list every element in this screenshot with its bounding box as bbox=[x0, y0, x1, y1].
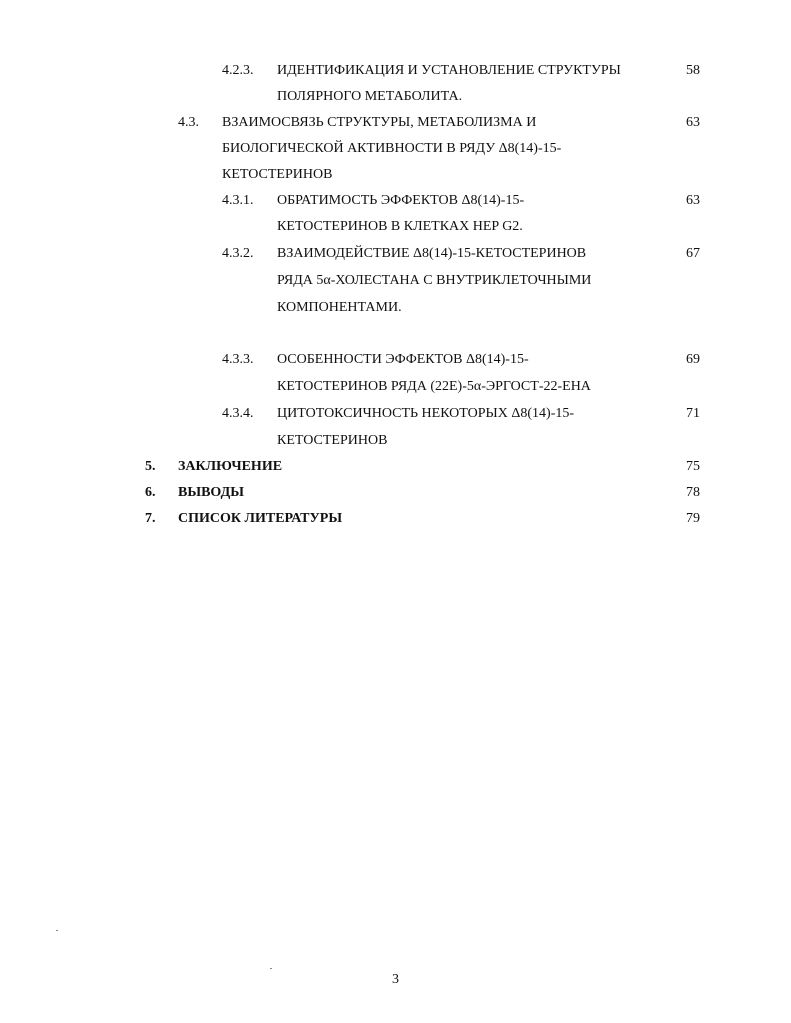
toc-entry-title: КЕТОСТЕРИНОВ РЯДА (22E)-5α-ЭРГОСТ-22-ЕНА bbox=[277, 379, 591, 394]
toc-entry-number: 4.3.1. bbox=[222, 193, 254, 208]
toc-chapter-number: 7. bbox=[145, 511, 156, 526]
toc-chapter-title: ВЫВОДЫ bbox=[178, 485, 244, 500]
toc-entry-page: 67 bbox=[686, 246, 700, 261]
toc-entry-title: БИОЛОГИЧЕСКОЙ АКТИВНОСТИ В РЯДУ Δ8(14)-15- bbox=[222, 141, 562, 156]
toc-entry-page: 75 bbox=[686, 459, 700, 474]
toc-entry-page: 69 bbox=[686, 352, 700, 367]
toc-entry-number: 4.3. bbox=[178, 115, 199, 130]
toc-entry-title: КЕТОСТЕРИНОВ bbox=[277, 433, 388, 448]
toc-entry-number: 4.2.3. bbox=[222, 63, 254, 78]
toc-entry-title: ВЗАИМОДЕЙСТВИЕ Δ8(14)-15-КЕТОСТЕРИНОВ bbox=[277, 246, 587, 261]
toc-entry-title: ИДЕНТИФИКАЦИЯ И УСТАНОВЛЕНИЕ СТРУКТУРЫ bbox=[277, 63, 621, 78]
toc-chapter-title: ЗАКЛЮЧЕНИЕ bbox=[178, 459, 283, 474]
toc-chapter-title: СПИСОК ЛИТЕРАТУРЫ bbox=[178, 511, 343, 526]
toc-entry-title: ПОЛЯРНОГО МЕТАБОЛИТА. bbox=[277, 89, 463, 104]
toc-entry-number: 4.3.2. bbox=[222, 246, 254, 261]
toc-entry-title: ВЗАИМОСВЯЗЬ СТРУКТУРЫ, МЕТАБОЛИЗМА И bbox=[222, 115, 537, 130]
toc-entry-title: РЯДА 5α-ХОЛЕСТАНА С ВНУТРИКЛЕТОЧНЫМИ bbox=[277, 273, 592, 288]
toc-entry-title: КЕТОСТЕРИНОВ bbox=[222, 167, 333, 182]
toc-entry-title: КЕТОСТЕРИНОВ В КЛЕТКАХ HEP G2. bbox=[277, 219, 523, 234]
page-number: 3 bbox=[392, 972, 399, 987]
toc-entry-number: 4.3.4. bbox=[222, 406, 254, 421]
toc-entry-page: 63 bbox=[686, 115, 700, 130]
toc-entry-title: КОМПОНЕНТАМИ. bbox=[277, 300, 402, 315]
toc-chapter-number: 5. bbox=[145, 459, 156, 474]
toc-entry-page: 71 bbox=[686, 406, 700, 421]
toc-entry-title: ЦИТОТОКСИЧНОСТЬ НЕКОТОРЫХ Δ8(14)-15- bbox=[277, 406, 575, 421]
toc-entry-page: 58 bbox=[686, 63, 700, 78]
toc-entry-title: ОСОБЕННОСТИ ЭФФЕКТОВ Δ8(14)-15- bbox=[277, 352, 529, 367]
scan-speck bbox=[56, 930, 58, 931]
toc-chapter-number: 6. bbox=[145, 485, 156, 500]
toc-entry-title: ОБРАТИМОСТЬ ЭФФЕКТОВ Δ8(14)-15- bbox=[277, 193, 525, 208]
toc-entry-page: 78 bbox=[686, 485, 700, 500]
toc-entry-page: 63 bbox=[686, 193, 700, 208]
toc-entry-number: 4.3.3. bbox=[222, 352, 254, 367]
scan-speck bbox=[270, 968, 272, 969]
toc-entry-page: 79 bbox=[686, 511, 700, 526]
